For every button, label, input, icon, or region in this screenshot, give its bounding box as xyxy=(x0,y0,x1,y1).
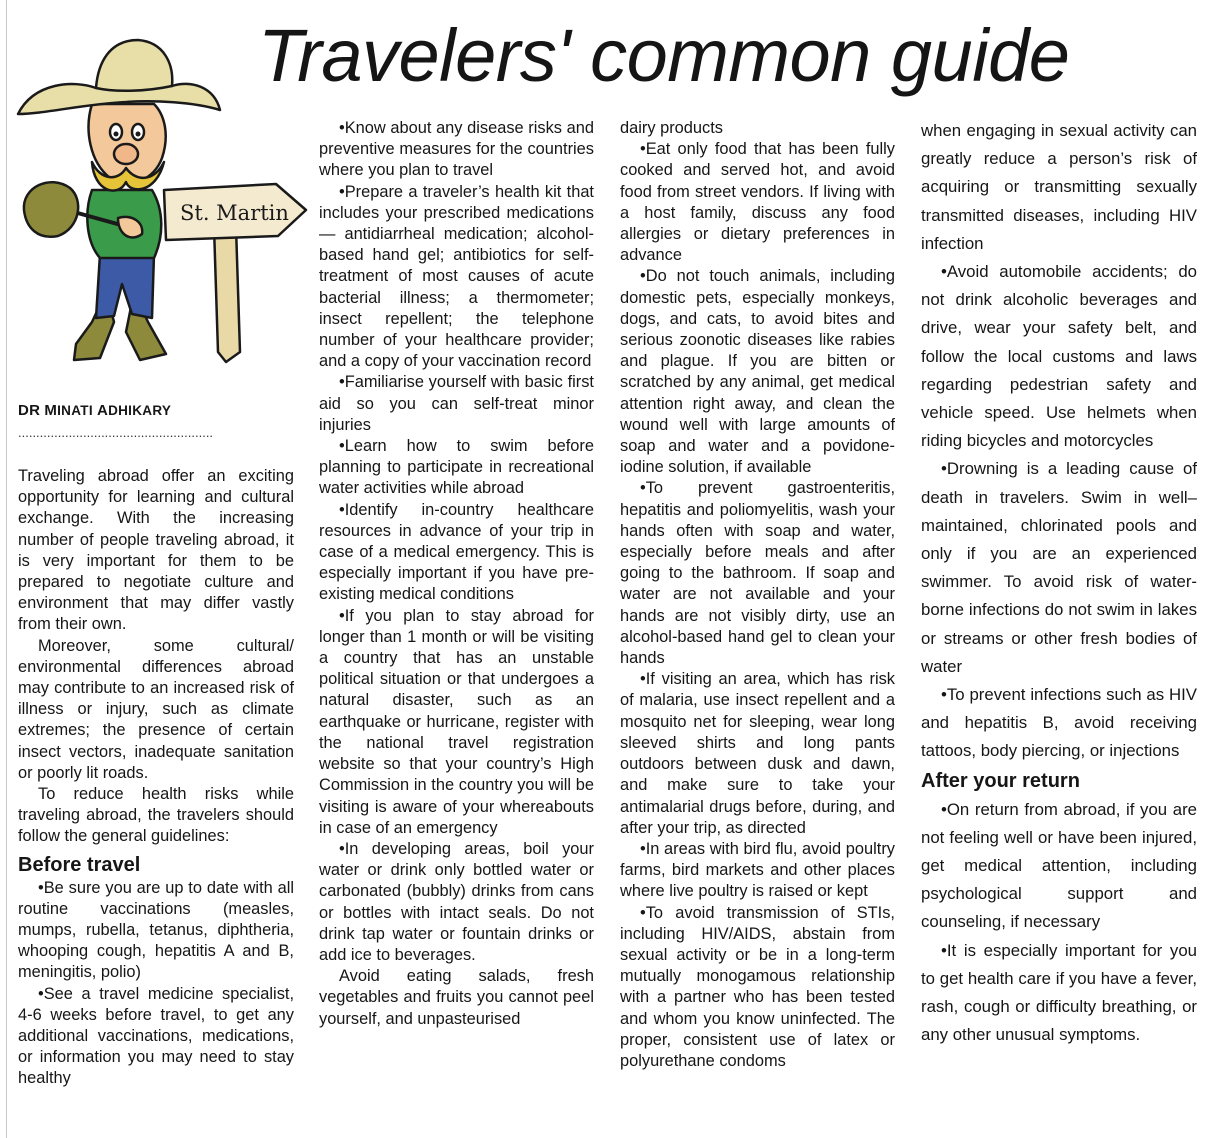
bullet-paragraph: •To prevent gastroenteritis, hepatitis and poliomyelitis, wash your hands often with soap and water, especially before meals and after going to the bathroom. If soap and water are not available and your hands are not visibly dirty, use an alcohol-based hand gel to clean your hands xyxy=(620,479,895,668)
bullet-paragraph: •In areas with bird flu, avoid poultry farms, bird markets and other places where live poultry is raised or kept xyxy=(620,839,895,901)
section-heading-after-return: After your return xyxy=(921,769,1080,792)
paragraph: when engaging in sexual activity can greatly reduce a person’s risk of acquiring or transmitting sexually transmitted diseases, including HIV infection xyxy=(921,121,1197,253)
bullet-paragraph: •Be sure you are up to date with all routine vaccinations (measles, mumps, rubella, tetanus, diphtheria, whooping cough, hepatitis A and B, meningitis, polio) xyxy=(18,878,294,982)
paragraph: To reduce health risks while traveling abroad, the travelers should follow the general guidelines: xyxy=(18,785,294,846)
article-column-1 xyxy=(18,466,294,1138)
bullet-paragraph: •Identify in-country healthcare resources in advance of your trip in case of a medical emergency. This is especially important if you have pre-existing medical conditions xyxy=(319,500,594,604)
bullet-paragraph: •Know about any disease risks and preventive measures for the countries where you plan to travel xyxy=(319,119,594,180)
bullet-paragraph: •If you plan to stay abroad for longer than 1 month or will be visiting a country that has an unstable political situation or that undergoes a natural disaster, such as an earthquake or hurricane, register with the national travel registration website so that your country’s High Commission in the country you will be visiting is aware of your whereabouts in case of an emergency xyxy=(319,606,594,837)
bullet-paragraph: •Drowning is a leading cause of death in travelers. Swim in well–maintained, chlorinated pools and only if you are an experienced swimmer. To avoid risk of water-borne infections do not swim in lakes or streams or other fresh bodies of water xyxy=(921,459,1197,676)
traveler-cartoon-illustration xyxy=(14,22,314,372)
bullet-paragraph: •Prepare a traveler’s health kit that includes your prescribed medications — antidiarrheal medication; alcohol-based hand gel; antibiotics for self-treatment of most causes of acute bacterial illness; a thermometer; insect repellent; the telephone number of your healthcare provider; and a copy of your vaccination record xyxy=(319,182,594,371)
bullet-paragraph: •Avoid automobile accidents; do not drink alcoholic beverages and drive, wear your safety belt, and follow the local customs and laws regarding pedestrian safety and vehicle speed. Use helmets when riding bicycles and motorcycles xyxy=(921,262,1197,451)
section-heading-before-travel: Before travel xyxy=(18,853,141,876)
bullet-paragraph: •Do not touch animals, including domestic pets, especially monkeys, dogs, and cats, to avoid bites and serious zoonotic diseases like rabies and plague. If you are bitten or scratched by any animal, get medical attention right away, and clean the wound well with large amounts of soap and water and a povidone-iodine solution, if available xyxy=(620,267,895,477)
article-column-4 xyxy=(921,117,1197,1138)
bullet-paragraph: •To avoid transmission of STIs, including HIV/AIDS, abstain from sexual activity or be in a long-term mutually monogamous relationship with a partner who has been tested and whom you know uninfected. The proper, consistent use of latex or polyurethane condoms xyxy=(620,903,895,1070)
author-byline: DR MINATI ADHIKARY xyxy=(18,402,172,419)
article-title: Travelers' common guide xyxy=(258,14,1070,97)
paragraph: Moreover, some cultural/ environmental differences abroad may contribute to an increased risk of illness or injury, such as climate extremes; the presence of certain insect vectors, inadequate sanitation or poorly lit roads. xyxy=(18,636,294,782)
article-column-2 xyxy=(319,118,594,1138)
left-border-rule xyxy=(6,0,7,1138)
bullet-paragraph: •Eat only food that has been fully cooked and served hot, and avoid food from street vendors. If living with a host family, discuss any food allergies or dietary preferences in advance xyxy=(620,140,895,265)
bullet-paragraph: •In developing areas, boil your water or drink only bottled water or carbonated (bubbly) drinks from cans or bottles with intact seals. Do not drink tap water or fountain drinks or add ice to beverages. xyxy=(319,839,594,964)
bullet-paragraph: •If visiting an area, which has risk of malaria, use insect repellent and a mosquito net for sleeping, wear long sleeved shirts and long pants outdoors between dusk and dawn, and make sure to take your antimalarial drugs before, during, and after your trip, as directed xyxy=(620,670,895,837)
bullet-paragraph: •Learn how to swim before planning to participate in recreational water activities while abroad xyxy=(319,437,594,498)
paragraph: Avoid eating salads, fresh vegetables and fruits you cannot peel yourself, and unpasteurised xyxy=(319,967,594,1028)
bullet-paragraph: •It is especially important for you to get health care if you have a fever, rash, cough or difficulty breathing, or any other unusual symptoms. xyxy=(921,940,1197,1045)
paragraph: dairy products xyxy=(620,119,723,137)
signpost-label: St. Martin xyxy=(180,201,289,225)
dotted-separator: ...................................................... xyxy=(18,425,214,440)
paragraph: Traveling abroad offer an exciting opportunity for learning and cultural exchange. With the increasing number of people traveling abroad, it is very important for them to be prepared to negotiate culture and environment that may differ vastly from their own. xyxy=(18,467,294,634)
article-column-3 xyxy=(620,118,895,1138)
bullet-paragraph: •See a travel medicine specialist, 4-6 weeks before travel, to get any additional vaccinations, medications, or information you may need to stay healthy xyxy=(18,984,294,1088)
bullet-paragraph: •On return from abroad, if you are not feeling well or have been injured, get medical attention, including psychological support and counseling, if necessary xyxy=(921,799,1197,932)
bullet-paragraph: •To prevent infections such as HIV and hepatitis B, avoid receiving tattoos, body piercing, or injections xyxy=(921,685,1197,761)
bullet-paragraph: •Familiarise yourself with basic first aid so you can self-treat minor injuries xyxy=(319,373,594,434)
